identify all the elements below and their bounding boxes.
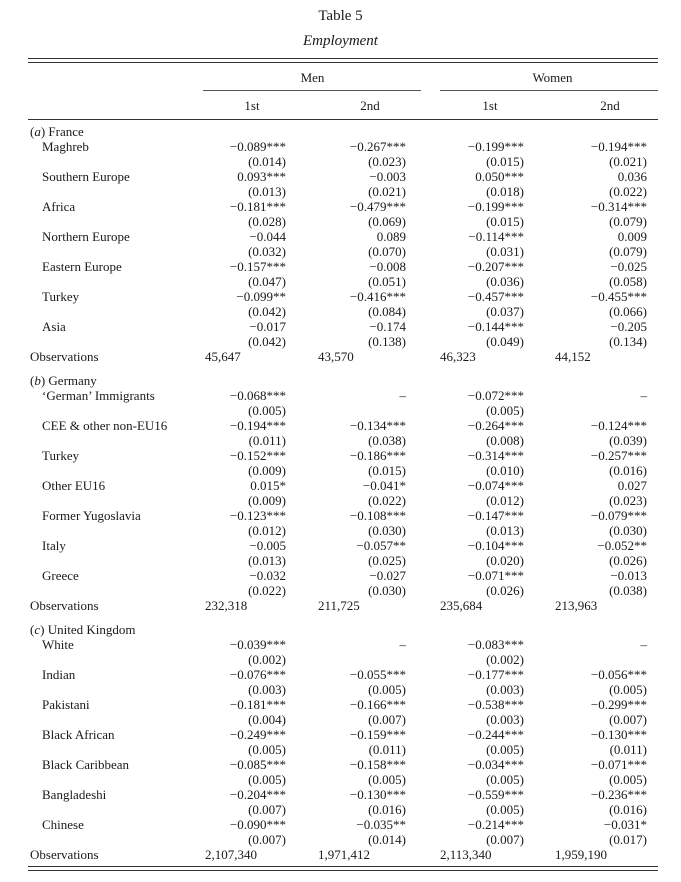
coefficient-cell: −0.130*** xyxy=(349,787,406,802)
coefficient-cell: −0.214*** xyxy=(467,817,524,832)
std-error-cell: (0.042) xyxy=(248,334,286,349)
coefficient-cell: −0.194*** xyxy=(229,418,286,433)
std-error-cell: (0.038) xyxy=(368,433,406,448)
coefficient-cell: – xyxy=(640,388,647,403)
std-error-cell: (0.008) xyxy=(486,433,524,448)
coefficient-cell: −0.057** xyxy=(356,538,406,553)
observations-label: Observations xyxy=(30,349,99,364)
coefficient-cell: 0.027 xyxy=(617,478,647,493)
coefficient-cell: −0.205 xyxy=(610,319,647,334)
coefficient-cell: −0.041* xyxy=(362,478,406,493)
coefficient-cell: −0.538*** xyxy=(467,697,524,712)
section-heading xyxy=(30,373,97,389)
coefficient-cell: −0.194*** xyxy=(590,139,647,154)
coefficient-cell: −0.055*** xyxy=(349,667,406,682)
std-error-cell: (0.049) xyxy=(486,334,524,349)
std-error-cell: (0.069) xyxy=(368,214,406,229)
header-women-2nd: 2nd xyxy=(600,98,620,113)
std-error-cell: (0.011) xyxy=(609,742,647,757)
std-error-cell: (0.016) xyxy=(609,802,647,817)
coefficient-cell: −0.144*** xyxy=(467,319,524,334)
observations-value: 211,725 xyxy=(318,598,360,613)
observations-value: 2,113,340 xyxy=(440,847,492,862)
std-error-cell: (0.011) xyxy=(368,742,406,757)
row-label: Indian xyxy=(42,667,76,682)
coefficient-cell: −0.085*** xyxy=(229,757,286,772)
std-error-cell: (0.005) xyxy=(248,772,286,787)
std-error-cell: (0.013) xyxy=(248,184,286,199)
coefficient-cell: −0.104*** xyxy=(467,538,524,553)
header-men: Men xyxy=(300,70,325,85)
observations-label: Observations xyxy=(30,847,99,862)
row-label: CEE & other non-EU16 xyxy=(42,418,168,433)
coefficient-cell: 0.050*** xyxy=(475,169,524,184)
row-label: Pakistani xyxy=(42,697,90,712)
std-error-cell: (0.036) xyxy=(486,274,524,289)
std-error-cell: (0.003) xyxy=(486,682,524,697)
std-error-cell: (0.009) xyxy=(248,463,286,478)
std-error-cell: (0.007) xyxy=(486,832,524,847)
coefficient-cell: −0.068*** xyxy=(229,388,286,403)
std-error-cell: (0.028) xyxy=(248,214,286,229)
std-error-cell: (0.015) xyxy=(368,463,406,478)
std-error-cell: (0.002) xyxy=(248,652,286,667)
observations-value: 44,152 xyxy=(555,349,591,364)
row-label: Italy xyxy=(42,538,66,553)
coefficient-cell: −0.039*** xyxy=(229,637,286,652)
std-error-cell: (0.016) xyxy=(609,463,647,478)
coefficient-cell: −0.416*** xyxy=(349,289,406,304)
coefficient-cell: −0.199*** xyxy=(467,139,524,154)
bottom-rule-2 xyxy=(28,870,658,871)
coefficient-cell: −0.072*** xyxy=(467,388,524,403)
coefficient-cell: −0.314*** xyxy=(590,199,647,214)
std-error-cell: (0.032) xyxy=(248,244,286,259)
coefficient-cell: – xyxy=(399,637,406,652)
coefficient-cell: −0.181*** xyxy=(229,697,286,712)
coefficient-cell: −0.186*** xyxy=(349,448,406,463)
header-women: Women xyxy=(532,70,573,85)
section-letter: c xyxy=(34,622,41,637)
coefficient-cell: 0.089 xyxy=(376,229,406,244)
std-error-cell: (0.005) xyxy=(248,403,286,418)
table-title: Table 5 xyxy=(318,8,363,24)
std-error-cell: (0.051) xyxy=(368,274,406,289)
section-heading xyxy=(30,622,135,638)
observations-value: 232,318 xyxy=(205,598,248,613)
row-label: Other EU16 xyxy=(42,478,106,493)
observations-value: 43,570 xyxy=(318,349,354,364)
std-error-cell: (0.005) xyxy=(486,403,524,418)
coefficient-cell: 0.093*** xyxy=(237,169,286,184)
coefficient-cell: −0.166*** xyxy=(349,697,406,712)
coefficient-cell: −0.025 xyxy=(610,259,647,274)
row-label: Asia xyxy=(42,319,66,334)
coefficient-cell: −0.159*** xyxy=(349,727,406,742)
header-men-1st: 1st xyxy=(244,98,260,113)
coefficient-cell: 0.009 xyxy=(617,229,647,244)
std-error-cell: (0.005) xyxy=(609,682,647,697)
row-label: Black African xyxy=(42,727,115,742)
coefficient-cell: −0.124*** xyxy=(590,418,647,433)
section-name: ) France xyxy=(40,124,84,139)
coefficient-cell: −0.013 xyxy=(610,568,647,583)
std-error-cell: (0.030) xyxy=(609,523,647,538)
std-error-cell: (0.021) xyxy=(368,184,406,199)
std-error-cell: (0.039) xyxy=(609,433,647,448)
observations-value: 1,959,190 xyxy=(555,847,607,862)
row-label: Black Caribbean xyxy=(42,757,129,772)
coefficient-cell: −0.090*** xyxy=(229,817,286,832)
header-rule xyxy=(28,119,658,120)
coefficient-cell: −0.071*** xyxy=(590,757,647,772)
coefficient-cell: −0.005 xyxy=(249,538,286,553)
coefficient-cell: −0.108*** xyxy=(349,508,406,523)
coefficient-cell: −0.044 xyxy=(249,229,286,244)
observations-value: 45,647 xyxy=(205,349,241,364)
coefficient-cell: −0.177*** xyxy=(467,667,524,682)
coefficient-cell: −0.114*** xyxy=(468,229,524,244)
std-error-cell: (0.005) xyxy=(248,742,286,757)
std-error-cell: (0.058) xyxy=(609,274,647,289)
coefficient-cell: −0.147*** xyxy=(467,508,524,523)
row-label: Former Yugoslavia xyxy=(42,508,141,523)
row-label: ‘German’ Immigrants xyxy=(42,388,155,403)
section-prefix: ( xyxy=(30,373,35,388)
section-letter: b xyxy=(34,373,41,388)
coefficient-cell: −0.083*** xyxy=(467,637,524,652)
std-error-cell: (0.014) xyxy=(248,154,286,169)
coefficient-cell: −0.479*** xyxy=(349,199,406,214)
coefficient-cell: −0.027 xyxy=(369,568,406,583)
std-error-cell: (0.038) xyxy=(609,583,647,598)
std-error-cell: (0.138) xyxy=(368,334,406,349)
coefficient-cell: −0.299*** xyxy=(590,697,647,712)
std-error-cell: (0.005) xyxy=(486,742,524,757)
coefficient-cell: −0.152*** xyxy=(229,448,286,463)
coefficient-cell: −0.008 xyxy=(369,259,406,274)
observations-value: 1,971,412 xyxy=(318,847,370,862)
row-label: Eastern Europe xyxy=(42,259,122,274)
row-label: Maghreb xyxy=(42,139,89,154)
std-error-cell: (0.012) xyxy=(248,523,286,538)
std-error-cell: (0.023) xyxy=(609,493,647,508)
std-error-cell: (0.020) xyxy=(486,553,524,568)
std-error-cell: (0.022) xyxy=(368,493,406,508)
top-rule xyxy=(28,58,658,59)
std-error-cell: (0.026) xyxy=(486,583,524,598)
std-error-cell: (0.025) xyxy=(368,553,406,568)
header-women-1st: 1st xyxy=(482,98,498,113)
row-label: Africa xyxy=(42,199,76,214)
coefficient-cell: −0.559*** xyxy=(467,787,524,802)
coefficient-cell: −0.244*** xyxy=(467,727,524,742)
std-error-cell: (0.015) xyxy=(486,154,524,169)
coefficient-cell: −0.034*** xyxy=(467,757,524,772)
std-error-cell: (0.003) xyxy=(248,682,286,697)
std-error-cell: (0.011) xyxy=(248,433,286,448)
women-underline xyxy=(440,90,658,91)
std-error-cell: (0.009) xyxy=(248,493,286,508)
std-error-cell: (0.037) xyxy=(486,304,524,319)
std-error-cell: (0.079) xyxy=(609,214,647,229)
observations-value: 235,684 xyxy=(440,598,483,613)
section-name: ) Germany xyxy=(40,373,97,388)
std-error-cell: (0.010) xyxy=(486,463,524,478)
coefficient-cell: −0.264*** xyxy=(467,418,524,433)
coefficient-cell: 0.015* xyxy=(250,478,286,493)
coefficient-cell: −0.257*** xyxy=(590,448,647,463)
std-error-cell: (0.026) xyxy=(609,553,647,568)
std-error-cell: (0.022) xyxy=(248,583,286,598)
std-error-cell: (0.047) xyxy=(248,274,286,289)
std-error-cell: (0.084) xyxy=(368,304,406,319)
std-error-cell: (0.023) xyxy=(368,154,406,169)
std-error-cell: (0.042) xyxy=(248,304,286,319)
row-label: Northern Europe xyxy=(42,229,130,244)
coefficient-cell: – xyxy=(399,388,406,403)
section-heading xyxy=(30,124,84,140)
coefficient-cell: −0.181*** xyxy=(229,199,286,214)
coefficient-cell: −0.056*** xyxy=(590,667,647,682)
coefficient-cell: −0.204*** xyxy=(229,787,286,802)
std-error-cell: (0.007) xyxy=(368,712,406,727)
section-prefix: ( xyxy=(30,124,35,139)
coefficient-cell: −0.003 xyxy=(369,169,406,184)
coefficient-cell: −0.079*** xyxy=(590,508,647,523)
std-error-cell: (0.007) xyxy=(248,802,286,817)
coefficient-cell: −0.249*** xyxy=(229,727,286,742)
std-error-cell: (0.079) xyxy=(609,244,647,259)
std-error-cell: (0.017) xyxy=(609,832,647,847)
std-error-cell: (0.016) xyxy=(368,802,406,817)
coefficient-cell: −0.267*** xyxy=(349,139,406,154)
coefficient-cell: −0.207*** xyxy=(467,259,524,274)
row-label: Turkey xyxy=(42,289,80,304)
coefficient-cell: −0.457*** xyxy=(467,289,524,304)
std-error-cell: (0.030) xyxy=(368,523,406,538)
observations-label: Observations xyxy=(30,598,99,613)
row-label: Bangladeshi xyxy=(42,787,107,802)
std-error-cell: (0.066) xyxy=(609,304,647,319)
coefficient-cell: −0.076*** xyxy=(229,667,286,682)
std-error-cell: (0.002) xyxy=(486,652,524,667)
std-error-cell: (0.005) xyxy=(486,802,524,817)
row-label: Turkey xyxy=(42,448,80,463)
coefficient-cell: −0.123*** xyxy=(229,508,286,523)
top-rule-2 xyxy=(28,62,658,63)
std-error-cell: (0.021) xyxy=(609,154,647,169)
row-label: Southern Europe xyxy=(42,169,130,184)
section-prefix: ( xyxy=(30,622,35,637)
coefficient-cell: – xyxy=(640,637,647,652)
coefficient-cell: −0.032 xyxy=(249,568,286,583)
section-name: ) United Kingdom xyxy=(40,622,136,637)
std-error-cell: (0.018) xyxy=(486,184,524,199)
section-letter: a xyxy=(34,124,41,139)
coefficient-cell: −0.071*** xyxy=(467,568,524,583)
std-error-cell: (0.005) xyxy=(368,772,406,787)
coefficient-cell: −0.031* xyxy=(603,817,647,832)
std-error-cell: (0.134) xyxy=(609,334,647,349)
coefficient-cell: −0.455*** xyxy=(590,289,647,304)
std-error-cell: (0.031) xyxy=(486,244,524,259)
std-error-cell: (0.013) xyxy=(486,523,524,538)
coefficient-cell: −0.130*** xyxy=(590,727,647,742)
coefficient-cell: −0.035** xyxy=(356,817,406,832)
coefficient-cell: −0.074*** xyxy=(467,478,524,493)
std-error-cell: (0.014) xyxy=(368,832,406,847)
std-error-cell: (0.003) xyxy=(486,712,524,727)
std-error-cell: (0.012) xyxy=(486,493,524,508)
row-label: Chinese xyxy=(42,817,84,832)
std-error-cell: (0.015) xyxy=(486,214,524,229)
coefficient-cell: −0.174 xyxy=(369,319,406,334)
std-error-cell: (0.005) xyxy=(609,772,647,787)
std-error-cell: (0.005) xyxy=(368,682,406,697)
coefficient-cell: −0.236*** xyxy=(590,787,647,802)
coefficient-cell: −0.157*** xyxy=(229,259,286,274)
coefficient-cell: −0.099** xyxy=(236,289,286,304)
coefficient-cell: −0.017 xyxy=(249,319,286,334)
table-subtitle: Employment xyxy=(303,33,378,49)
std-error-cell: (0.022) xyxy=(609,184,647,199)
std-error-cell: (0.007) xyxy=(609,712,647,727)
std-error-cell: (0.030) xyxy=(368,583,406,598)
std-error-cell: (0.007) xyxy=(248,832,286,847)
coefficient-cell: −0.158*** xyxy=(349,757,406,772)
std-error-cell: (0.005) xyxy=(486,772,524,787)
observations-value: 46,323 xyxy=(440,349,476,364)
coefficient-cell: −0.314*** xyxy=(467,448,524,463)
std-error-cell: (0.004) xyxy=(248,712,286,727)
men-underline xyxy=(203,90,421,91)
row-label: Greece xyxy=(42,568,79,583)
coefficient-cell: 0.036 xyxy=(617,169,647,184)
header-men-2nd: 2nd xyxy=(360,98,380,113)
std-error-cell: (0.013) xyxy=(248,553,286,568)
coefficient-cell: −0.199*** xyxy=(467,199,524,214)
coefficient-cell: −0.134*** xyxy=(349,418,406,433)
coefficient-cell: −0.052** xyxy=(597,538,647,553)
observations-value: 213,963 xyxy=(555,598,598,613)
row-label: White xyxy=(42,637,74,652)
std-error-cell: (0.070) xyxy=(368,244,406,259)
coefficient-cell: −0.089*** xyxy=(229,139,286,154)
observations-value: 2,107,340 xyxy=(205,847,257,862)
bottom-rule xyxy=(28,866,658,867)
